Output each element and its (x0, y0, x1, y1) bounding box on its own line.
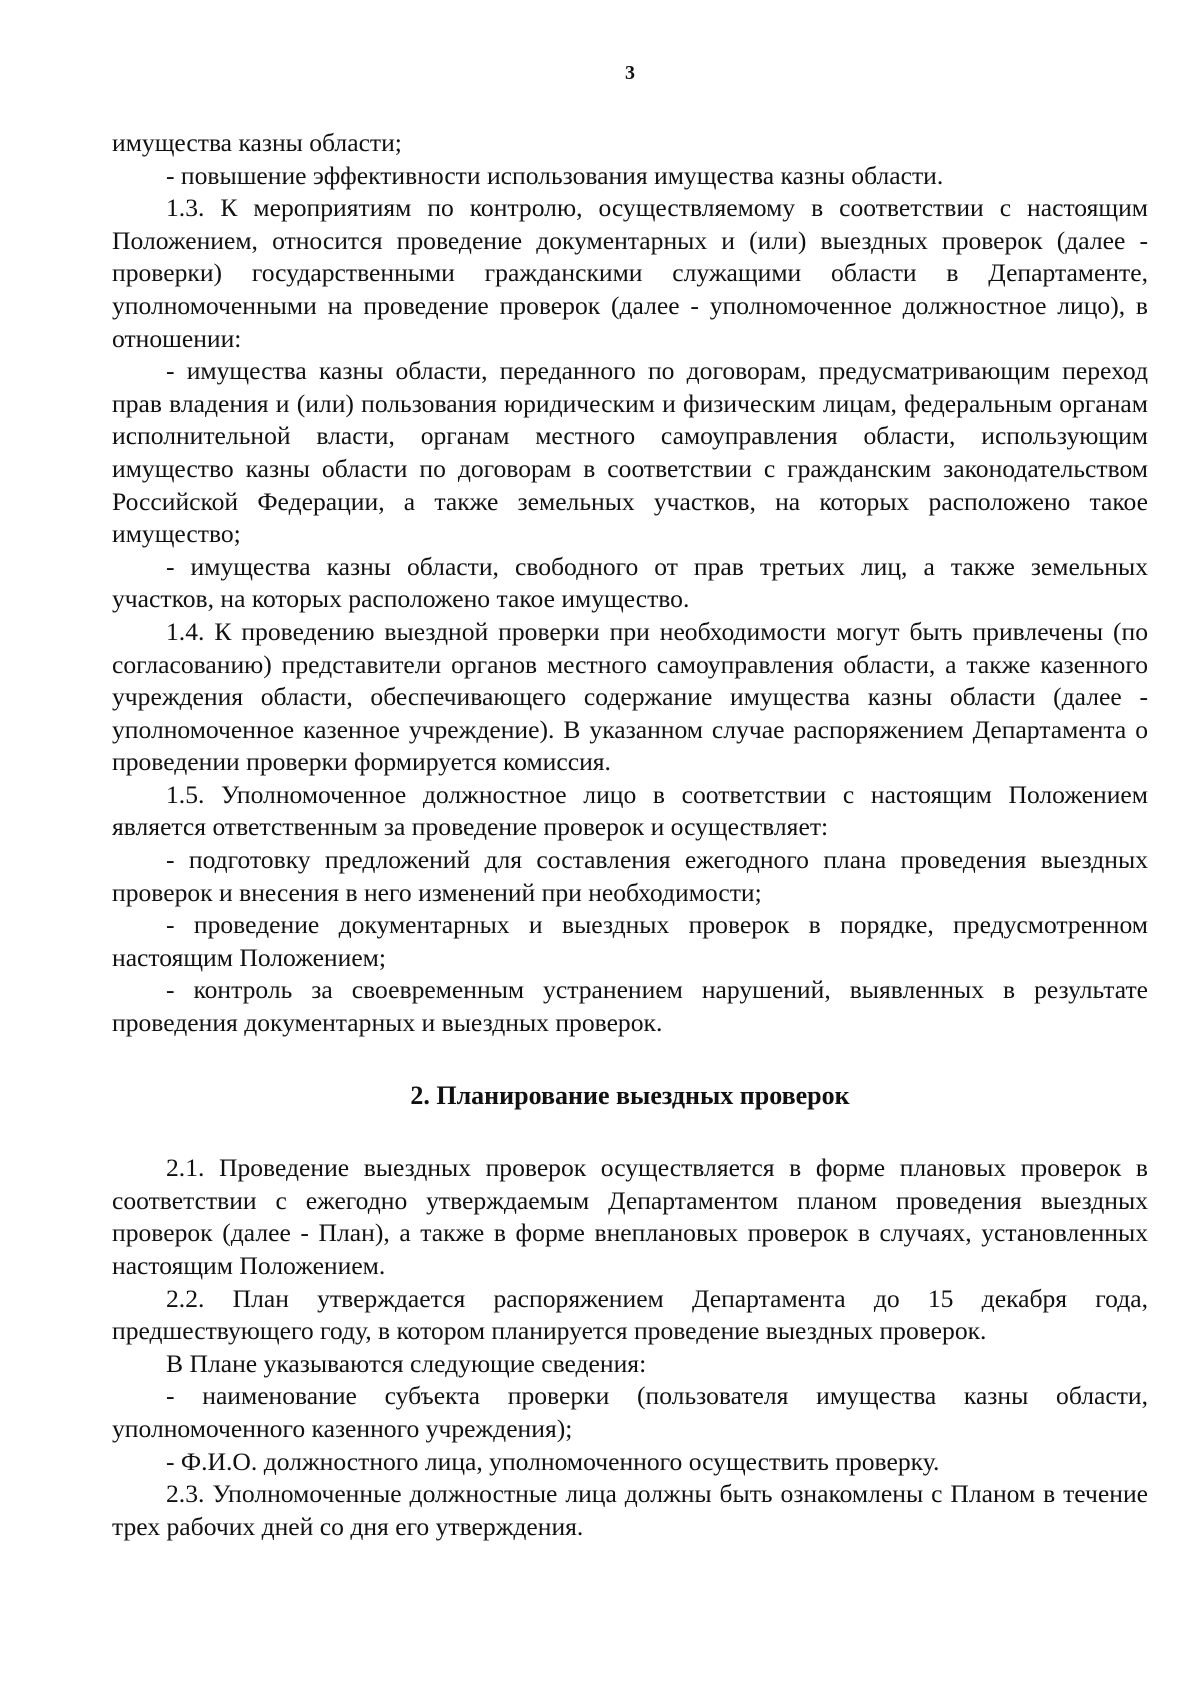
paragraph-1-4: 1.4. К проведению выездной проверки при необходимости могут быть привлечены (по согласованию) представители органов местного самоуправления области, а также казенного учреждения области, обеспечивающего содержание имущества казны области (далее - уполномоченное казенное учреждение). В указанном случае распоряжением Департамента о проведении проверки формируется комиссия. (112, 616, 1148, 777)
list-item: - наименование субъекта проверки (пользователя имущества казны области, уполномоченного казенного учреждения); (112, 1381, 1148, 1443)
paragraph-2-2: 2.2. План утверждается распоряжением Департамента до 15 декабря года, предшествующего году, в котором планируется проведение выездных проверок. (112, 1283, 1148, 1346)
paragraph-1-3: 1.3. К мероприятиям по контролю, осуществляемому в соответствии с настоящим Положением, относится проведение документарных и (или) выездных проверок (далее - проверки) государственными гражданскими служащими области в Департаменте, уполномоченными на проведение проверок (далее - уполномоченное должностное лицо), в отношении: (112, 193, 1148, 353)
section-heading: 2. Планирование выездных проверок (410, 1080, 850, 1110)
paragraph-2-3: 2.3. Уполномоченные должностные лица должны быть ознакомлены с Планом в течение трех рабочих дней со дня его утверждения. (112, 1479, 1148, 1541)
paragraph: В Плане указываются следующие сведения: (166, 1348, 647, 1378)
list-item: - имущества казны области, свободного от прав третьих лиц, а также земельных участков, на которых расположено такое имущество. (112, 551, 1148, 614)
list-item: - подготовку предложений для составления ежегодного плана проведения выездных проверок и внесения в него изменений при необходимости; (112, 845, 1148, 907)
list-item: - имущества казны области, переданного по договорам, предусматривающим переход прав владения и (или) пользования юридическим и физическим лицам, федеральным органам исполнительной власти, органам местного самоуправления области, использующим имущество казны области по договорам в соответствии с гражданским законодательством Российской Федерации, а также земельных участков, на которых расположено такое имущество; (112, 356, 1148, 549)
paragraph: имущества казны области; (112, 128, 402, 157)
list-item: - контроль за своевременным устранением нарушений, выявленных в результате проведения документарных и выездных проверок. (112, 975, 1148, 1038)
paragraph-2-1: 2.1. Проведение выездных проверок осуществляется в форме плановых проверок в соответствии с ежегодно утверждаемым Департаментом планом проведения выездных проверок (далее - План), а также в форме внеплановых проверок в случаях, установленных настоящим Положением. (112, 1153, 1148, 1280)
paragraph-1-5: 1.5. Уполномоченное должностное лицо в соответствии с настоящим Положением является ответственным за проведение проверок и осуществляет: (112, 779, 1148, 842)
list-item: - повышение эффективности использования имущества казны области. (166, 160, 944, 190)
list-item: - Ф.И.О. должностного лица, уполномоченного осуществить проверку. (166, 1446, 940, 1476)
page-number: 3 (625, 62, 635, 84)
document-body (112, 127, 1148, 1543)
list-item: - проведение документарных и выездных проверок в порядке, предусмотренном настоящим Положением; (112, 910, 1148, 972)
